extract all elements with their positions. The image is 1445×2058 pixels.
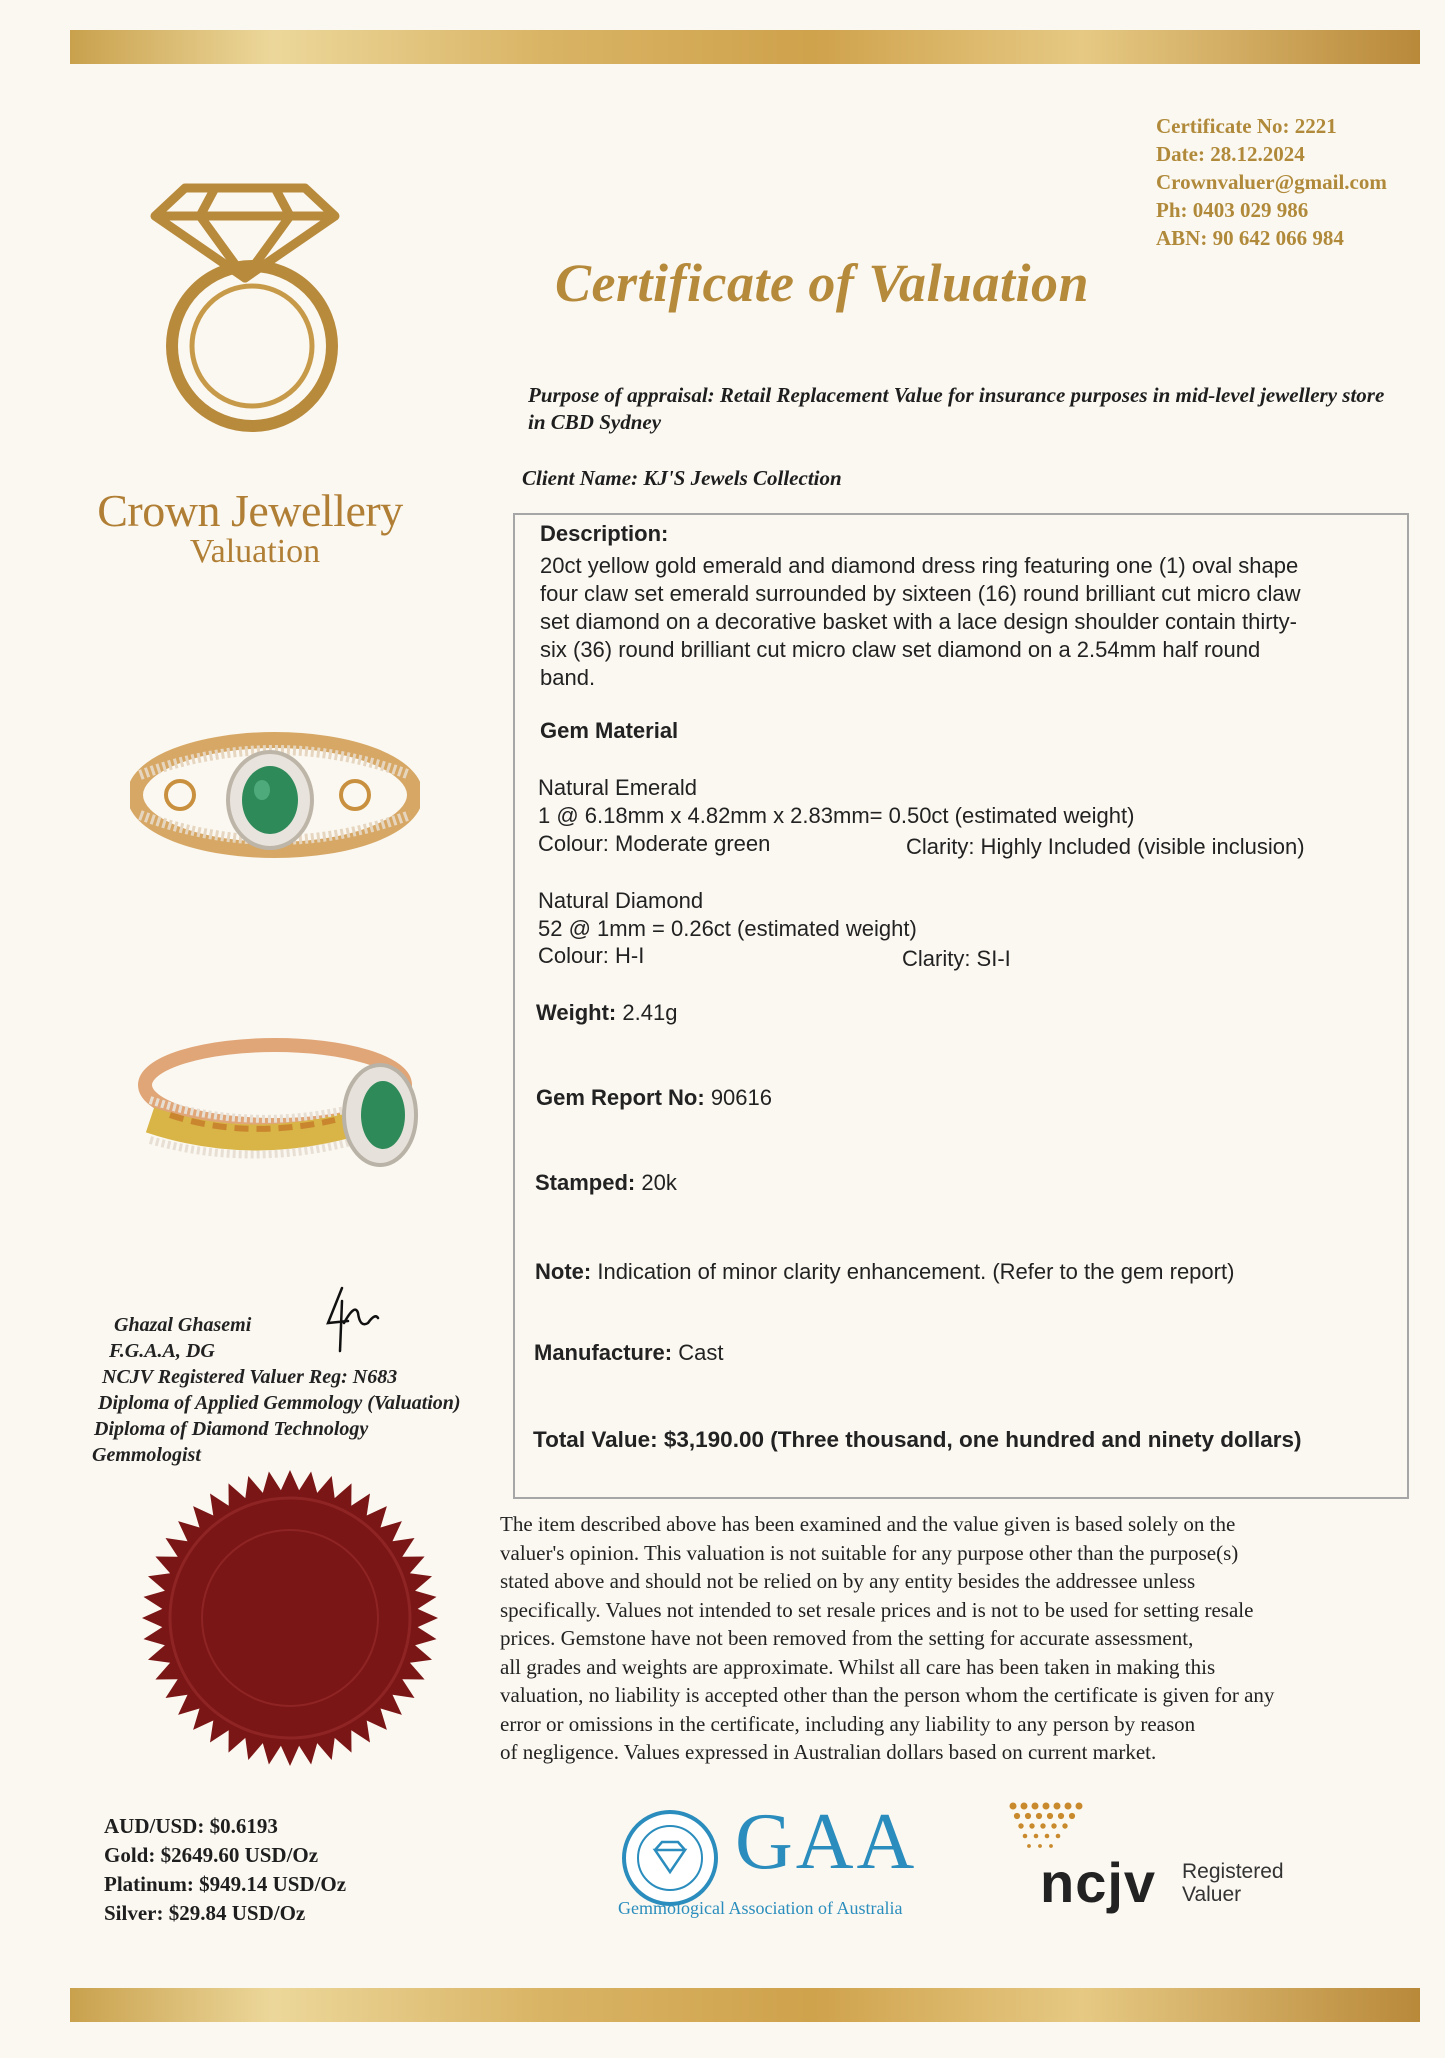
brand-line-1: Crown Jewellery	[97, 485, 403, 536]
contact-email[interactable]: Crownvaluer@gmail.com	[1156, 170, 1387, 194]
red-wax-seal-icon	[140, 1468, 440, 1768]
purpose-of-appraisal: Purpose of appraisal: Retail Replacement Value for insurance purposes in mid-level jewellery store in CBD Sydney	[528, 383, 1385, 434]
ncjv-dot	[1043, 1803, 1050, 1810]
ncjv-dot	[1045, 1834, 1050, 1839]
valuer-signature-block	[94, 1312, 461, 1468]
certificate-number: Certificate No: 2221	[1156, 114, 1337, 138]
ncjv-dot	[1032, 1803, 1039, 1810]
disclaimer-line: prices. Gemstone have not been removed from the setting for accurate assessment,	[500, 1626, 1194, 1650]
valuer-diploma-2: Diploma of Diamond Technology	[94, 1418, 369, 1440]
gem-report-row: Gem Report No: 90616	[536, 1085, 772, 1110]
description-line: four claw set emerald surrounded by sixteen (16) round brilliant cut micro claw	[540, 581, 1301, 606]
rate-platinum: Platinum: $949.14 USD/Oz	[104, 1872, 347, 1896]
disclaimer-line: error or omissions in the certificate, including any liability to any person by reason	[500, 1711, 1196, 1736]
gaa-full-name: Gemmological Association of Australia	[618, 1898, 903, 1918]
valuer-credentials: F.G.A.A, DG	[109, 1340, 215, 1362]
disclaimer-line: stated above and should not be relied on by any entity besides the addressee unless	[500, 1569, 1196, 1593]
emerald-clarity: Clarity: Highly Included (visible inclusion)	[906, 834, 1305, 859]
total-value-row: Total Value: $3,190.00 (Three thousand, one hundred and ninety dollars)	[533, 1427, 1302, 1452]
ring-photo-side	[135, 1020, 425, 1180]
ncjv-registered-valuer	[1182, 1860, 1284, 1906]
diamond-name: Natural Diamond	[538, 888, 704, 913]
disclaimer-line: specifically. Values not intended to set resale prices and is not to be used for setting resale	[500, 1597, 1254, 1622]
bottom-gold-band	[70, 1988, 1420, 2022]
note-row: Note: Indication of minor clarity enhancement. (Refer to the gem report)	[535, 1259, 1235, 1284]
ncjv-registered: Registered	[1182, 1860, 1284, 1883]
description-line: band.	[540, 665, 596, 690]
disclaimer-line: all grades and weights are approximate. Whilst all care has been taken in making this	[500, 1654, 1216, 1679]
certificate-date: Date: 28.12.2024	[1156, 142, 1305, 166]
ncjv-dot	[1036, 1813, 1042, 1819]
disclaimer-line: valuer's opinion. This valuation is not suitable for any purpose other than the purpose(s)	[500, 1540, 1239, 1565]
ncjv-dot	[1040, 1823, 1045, 1828]
metal-rates	[104, 1812, 346, 1928]
disclaimer-line: of negligence. Values expressed in Australian dollars based on current market.	[500, 1740, 1157, 1764]
ncjv-dot	[1056, 1834, 1061, 1839]
valuer-diploma-1: Diploma of Applied Gemmology (Valuation)	[98, 1392, 461, 1414]
ncjv-dot	[1010, 1803, 1017, 1810]
description-text	[540, 552, 1400, 692]
gaa-logo-text: GAA	[735, 1798, 918, 1886]
gem-material-heading: Gem Material	[540, 718, 679, 743]
ncjv-dot	[1062, 1823, 1067, 1828]
ncjv-dot	[1027, 1844, 1031, 1848]
rate-gold: Gold: $2649.60 USD/Oz	[104, 1843, 319, 1867]
diamond-colour: Colour: H-I	[538, 943, 645, 968]
client-name: Client Name: KJ'S Jewels Collection	[522, 466, 842, 490]
disclaimer-line: The item described above has been examined and the value given is based solely on the	[500, 1512, 1236, 1536]
ncjv-valuer: Valuer	[1182, 1883, 1242, 1906]
description-line: 20ct yellow gold emerald and diamond dress ring featuring one (1) oval shape	[540, 553, 1299, 578]
emerald-name: Natural Emerald	[538, 775, 697, 800]
diamond-measurement: 52 @ 1mm = 0.26ct (estimated weight)	[538, 916, 917, 941]
ncjv-dot	[1065, 1803, 1072, 1810]
manufacture-row: Manufacture: Cast	[534, 1340, 724, 1365]
ncjv-dot	[1023, 1834, 1028, 1839]
gaa-emblem-icon	[620, 1808, 720, 1908]
ncjv-dot	[1069, 1813, 1075, 1819]
weight-row: Weight: 2.41g	[536, 1000, 678, 1025]
ncjv-dot	[1018, 1823, 1023, 1828]
valuer-registration: NCJV Registered Valuer Reg: N683	[102, 1366, 398, 1388]
ncjv-dot	[1047, 1813, 1053, 1819]
emerald-colour: Colour: Moderate green	[538, 831, 771, 856]
abn: ABN: 90 642 066 984	[1156, 226, 1344, 250]
ncjv-dot	[1076, 1803, 1083, 1810]
valuer-role: Gemmologist	[92, 1444, 201, 1466]
crown-ring-logo-icon	[140, 168, 380, 438]
ncjv-dot	[1021, 1803, 1028, 1810]
description-line: set diamond on a decorative basket with a lace design shoulder contain thirty-	[540, 609, 1297, 634]
ncjv-dot	[1034, 1834, 1039, 1839]
ncjv-dot	[1038, 1844, 1042, 1848]
brand-line-2: Valuation	[189, 533, 321, 570]
description-label: Description:	[540, 521, 669, 546]
contact-phone: Ph: 0403 029 986	[1156, 198, 1309, 222]
top-gold-band	[70, 30, 1420, 64]
diamond-clarity: Clarity: SI-I	[902, 946, 1011, 971]
disclaimer	[500, 1510, 1420, 1767]
ncjv-dot	[1051, 1823, 1056, 1828]
brand-name	[50, 484, 450, 571]
ring-photo-front	[130, 720, 420, 870]
valuer-name: Ghazal Ghasemi	[114, 1314, 252, 1336]
page-title: Certificate of Valuation	[555, 253, 1090, 313]
description-line: six (36) round brilliant cut micro claw set diamond on a 2.54mm half round	[540, 637, 1261, 662]
ncjv-dot	[1029, 1823, 1034, 1828]
ncjv-logo-text: ncjv	[1040, 1851, 1157, 1914]
handwritten-signature	[320, 1283, 380, 1353]
rate-silver: Silver: $29.84 USD/Oz	[104, 1901, 306, 1925]
emerald-measurement: 1 @ 6.18mm x 4.82mm x 2.83mm= 0.50ct (estimated weight)	[538, 803, 1135, 828]
ncjv-dot	[1054, 1803, 1061, 1810]
stamped-row: Stamped: 20k	[535, 1170, 677, 1195]
ncjv-dot	[1049, 1844, 1053, 1848]
ncjv-dot	[1025, 1813, 1031, 1819]
ncjv-dot	[1058, 1813, 1064, 1819]
ncjv-dot	[1014, 1813, 1020, 1819]
certificate-info	[1156, 112, 1387, 252]
rate-aud-usd: AUD/USD: $0.6193	[104, 1814, 278, 1838]
disclaimer-line: valuation, no liability is accepted other than the person whom the certificate is given for any	[500, 1683, 1275, 1707]
